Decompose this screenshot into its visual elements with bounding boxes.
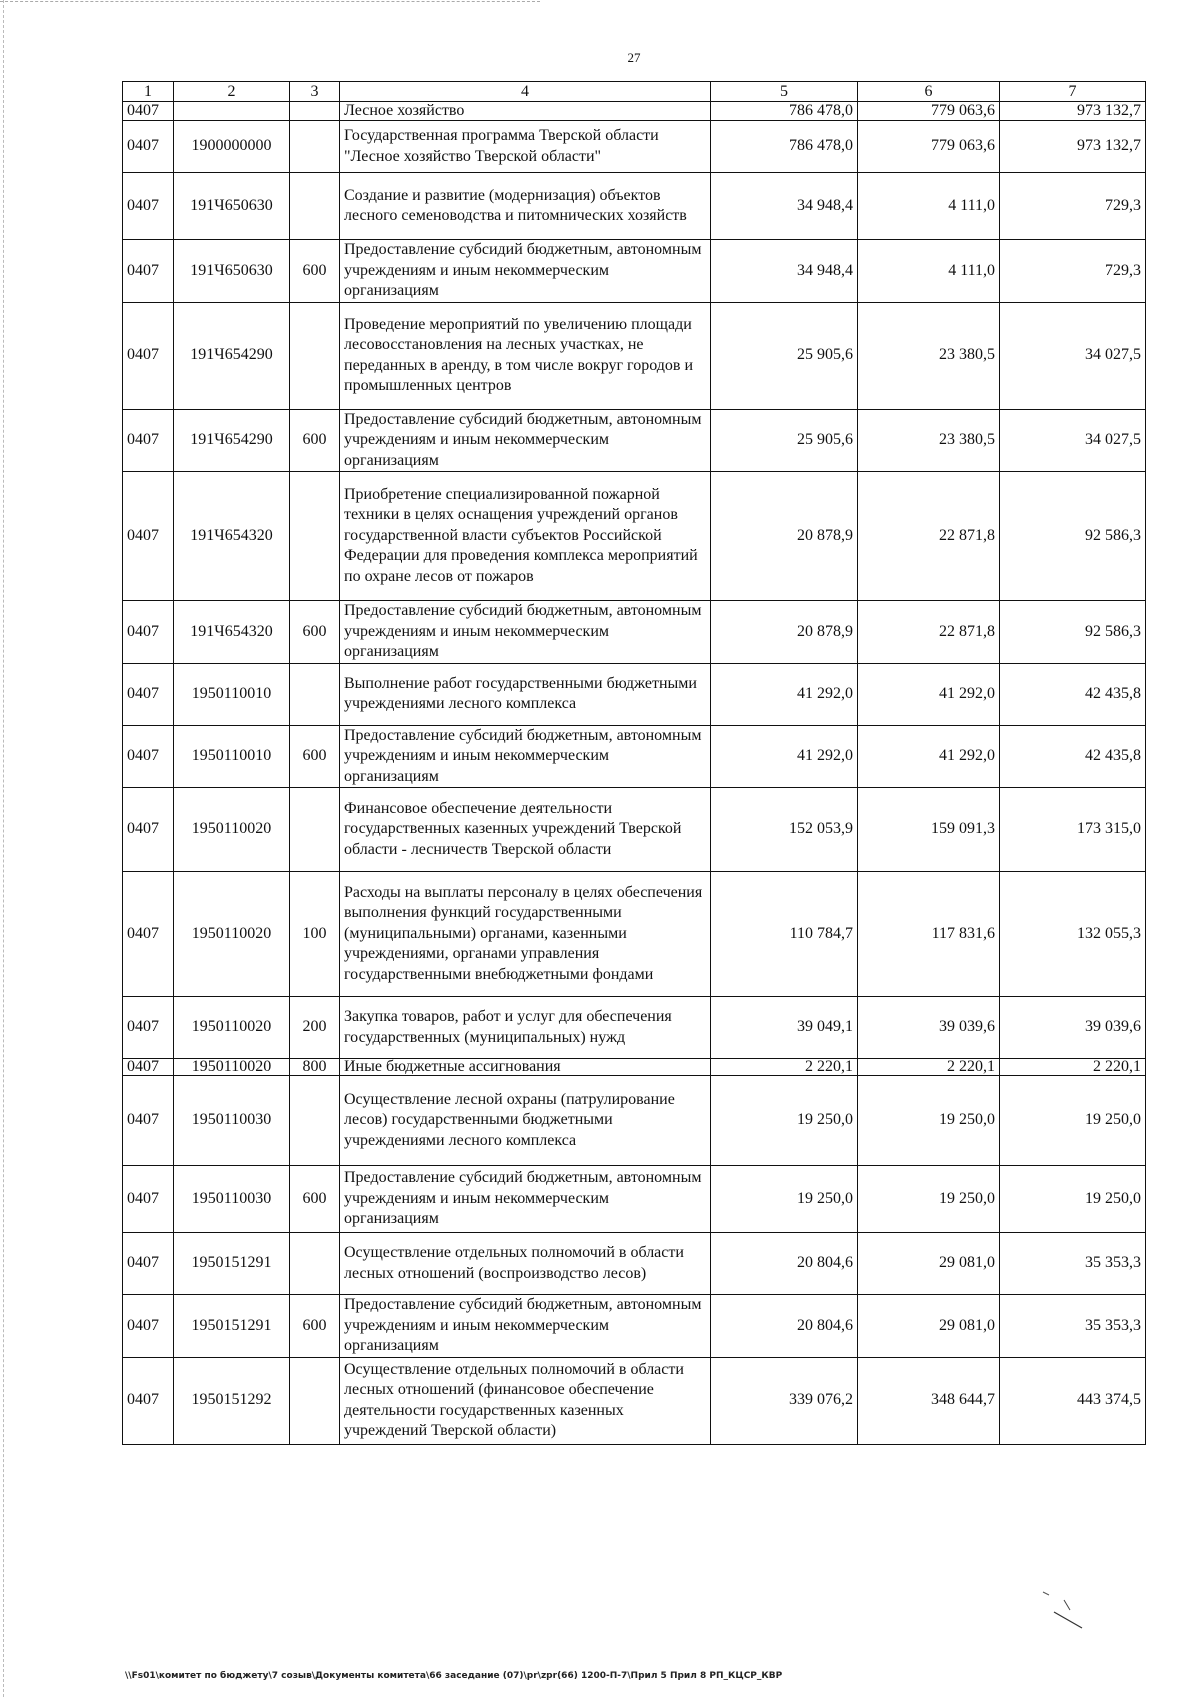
cell-amount-col6: 19 250,0 — [858, 1076, 1000, 1166]
cell-amount-col6: 4 111,0 — [858, 240, 1000, 303]
cell-amount-col7: 42 435,8 — [1000, 663, 1146, 725]
cell-expense-type — [290, 1357, 340, 1444]
cell-description: Создание и развитие (модернизация) объектов лесного семеноводства и питомнических хозяйств — [340, 173, 711, 240]
cell-target-code: 191Ч650630 — [174, 173, 290, 240]
cell-amount-col5: 41 292,0 — [711, 663, 858, 725]
cell-amount-col6: 159 091,3 — [858, 788, 1000, 872]
cell-target-code: 1950110020 — [174, 872, 290, 997]
cell-section: 0407 — [123, 240, 174, 303]
page-number: 27 — [627, 50, 641, 65]
table-row — [123, 302, 1146, 409]
table-row — [123, 472, 1146, 601]
cell-target-code: 1950110020 — [174, 997, 290, 1059]
cell-expense-type: 600 — [290, 409, 340, 472]
table-row — [123, 240, 1146, 303]
cell-description: Лесное хозяйство — [340, 102, 711, 121]
cell-amount-col7: 34 027,5 — [1000, 409, 1146, 472]
cell-amount-col6: 779 063,6 — [858, 121, 1000, 173]
cell-section: 0407 — [123, 1076, 174, 1166]
cell-description: Предоставление субсидий бюджетным, автономным учреждениям и иным некоммерческим организациям — [340, 240, 711, 303]
cell-amount-col5: 25 905,6 — [711, 302, 858, 409]
cell-amount-col7: 729,3 — [1000, 240, 1146, 303]
cell-target-code: 1950110010 — [174, 663, 290, 725]
scan-edge-top — [0, 1, 540, 2]
table-header-row — [123, 82, 1146, 102]
table-row — [123, 1059, 1146, 1076]
column-header: 1 — [123, 82, 174, 102]
cell-amount-col7: 19 250,0 — [1000, 1166, 1146, 1233]
cell-amount-col7: 443 374,5 — [1000, 1357, 1146, 1444]
cell-section: 0407 — [123, 601, 174, 664]
cell-expense-type — [290, 173, 340, 240]
cell-amount-col7: 42 435,8 — [1000, 725, 1146, 788]
cell-expense-type — [290, 1233, 340, 1295]
cell-amount-col6: 22 871,8 — [858, 601, 1000, 664]
cell-amount-col6: 39 039,6 — [858, 997, 1000, 1059]
cell-amount-col5: 339 076,2 — [711, 1357, 858, 1444]
cell-amount-col6: 29 081,0 — [858, 1295, 1000, 1358]
column-header: 2 — [174, 82, 290, 102]
cell-section: 0407 — [123, 1059, 174, 1076]
cell-expense-type — [290, 472, 340, 601]
cell-target-code: 191Ч654290 — [174, 409, 290, 472]
cell-expense-type: 600 — [290, 1166, 340, 1233]
cell-section: 0407 — [123, 1357, 174, 1444]
column-header: 5 — [711, 82, 858, 102]
cell-amount-col5: 19 250,0 — [711, 1076, 858, 1166]
cell-amount-col6: 29 081,0 — [858, 1233, 1000, 1295]
table-row — [123, 788, 1146, 872]
cell-section: 0407 — [123, 1166, 174, 1233]
cell-expense-type: 200 — [290, 997, 340, 1059]
cell-target-code: 191Ч650630 — [174, 240, 290, 303]
cell-description: Проведение мероприятий по увеличению площади лесовосстановления на лесных участках, не переданных в аренду, в том числе вокруг городов и промышленных центров — [340, 302, 711, 409]
cell-section: 0407 — [123, 102, 174, 121]
budget-table — [122, 81, 1146, 1445]
cell-target-code: 191Ч654290 — [174, 302, 290, 409]
cell-amount-col5: 110 784,7 — [711, 872, 858, 997]
cell-amount-col6: 779 063,6 — [858, 102, 1000, 121]
cell-target-code: 1950151292 — [174, 1357, 290, 1444]
cell-target-code: 1950110020 — [174, 788, 290, 872]
cell-amount-col7: 39 039,6 — [1000, 997, 1146, 1059]
cell-expense-type: 600 — [290, 725, 340, 788]
cell-section: 0407 — [123, 302, 174, 409]
cell-expense-type — [290, 663, 340, 725]
cell-expense-type: 600 — [290, 240, 340, 303]
cell-target-code: 1950110020 — [174, 1059, 290, 1076]
scan-artifact-mark — [1040, 1590, 1086, 1630]
cell-description: Осуществление отдельных полномочий в области лесных отношений (воспроизводство лесов) — [340, 1233, 711, 1295]
cell-description: Финансовое обеспечение деятельности государственных казенных учреждений Тверской области - лесничеств Тверской области — [340, 788, 711, 872]
cell-target-code — [174, 102, 290, 121]
cell-expense-type: 600 — [290, 1295, 340, 1358]
cell-amount-col6: 23 380,5 — [858, 302, 1000, 409]
cell-amount-col5: 39 049,1 — [711, 997, 858, 1059]
table-row — [123, 409, 1146, 472]
table-row — [123, 173, 1146, 240]
cell-amount-col7: 19 250,0 — [1000, 1076, 1146, 1166]
cell-section: 0407 — [123, 997, 174, 1059]
cell-target-code: 1900000000 — [174, 121, 290, 173]
cell-amount-col5: 34 948,4 — [711, 173, 858, 240]
cell-amount-col5: 786 478,0 — [711, 102, 858, 121]
cell-target-code: 1950151291 — [174, 1233, 290, 1295]
cell-description: Иные бюджетные ассигнования — [340, 1059, 711, 1076]
cell-amount-col7: 35 353,3 — [1000, 1233, 1146, 1295]
cell-description: Предоставление субсидий бюджетным, автономным учреждениям и иным некоммерческим организациям — [340, 601, 711, 664]
table-row — [123, 1357, 1146, 1444]
cell-description: Расходы на выплаты персоналу в целях обеспечения выполнения функций государственными (муниципальными) органами, казенными учреждениями, органами управления государственными внебюджетными фондами — [340, 872, 711, 997]
cell-amount-col6: 117 831,6 — [858, 872, 1000, 997]
cell-amount-col7: 973 132,7 — [1000, 102, 1146, 121]
cell-expense-type — [290, 302, 340, 409]
cell-target-code: 1950110030 — [174, 1076, 290, 1166]
cell-amount-col6: 22 871,8 — [858, 472, 1000, 601]
cell-description: Предоставление субсидий бюджетным, автономным учреждениям и иным некоммерческим организациям — [340, 1166, 711, 1233]
cell-section: 0407 — [123, 872, 174, 997]
cell-amount-col7: 35 353,3 — [1000, 1295, 1146, 1358]
cell-description: Выполнение работ государственными бюджетными учреждениями лесного комплекса — [340, 663, 711, 725]
cell-amount-col7: 92 586,3 — [1000, 472, 1146, 601]
cell-section: 0407 — [123, 1233, 174, 1295]
cell-amount-col7: 2 220,1 — [1000, 1059, 1146, 1076]
cell-description: Предоставление субсидий бюджетным, автономным учреждениям и иным некоммерческим организациям — [340, 1295, 711, 1358]
table-row — [123, 121, 1146, 173]
cell-section: 0407 — [123, 1295, 174, 1358]
cell-description: Осуществление лесной охраны (патрулирование лесов) государственными бюджетными учреждениями лесного комплекса — [340, 1076, 711, 1166]
cell-expense-type — [290, 788, 340, 872]
cell-amount-col5: 20 878,9 — [711, 472, 858, 601]
cell-amount-col6: 2 220,1 — [858, 1059, 1000, 1076]
cell-expense-type — [290, 102, 340, 121]
cell-amount-col5: 34 948,4 — [711, 240, 858, 303]
cell-target-code: 1950151291 — [174, 1295, 290, 1358]
table-row — [123, 102, 1146, 121]
cell-description: Государственная программа Тверской области "Лесное хозяйство Тверской области" — [340, 121, 711, 173]
cell-expense-type — [290, 121, 340, 173]
cell-description: Предоставление субсидий бюджетным, автономным учреждениям и иным некоммерческим организациям — [340, 409, 711, 472]
cell-description: Осуществление отдельных полномочий в области лесных отношений (финансовое обеспечение деятельности государственных казенных учреждений Тверской области) — [340, 1357, 711, 1444]
cell-target-code: 191Ч654320 — [174, 601, 290, 664]
cell-section: 0407 — [123, 725, 174, 788]
cell-amount-col7: 973 132,7 — [1000, 121, 1146, 173]
cell-amount-col6: 23 380,5 — [858, 409, 1000, 472]
cell-section: 0407 — [123, 788, 174, 872]
cell-section: 0407 — [123, 121, 174, 173]
cell-description: Приобретение специализированной пожарной техники в целях оснащения учреждений органов государственной власти субъектов Российской Федерации для проведения комплекса мероприятий по охране лесов от пожаров — [340, 472, 711, 601]
cell-amount-col5: 20 878,9 — [711, 601, 858, 664]
cell-target-code: 1950110010 — [174, 725, 290, 788]
cell-amount-col5: 19 250,0 — [711, 1166, 858, 1233]
scan-edge-left — [3, 0, 4, 1697]
cell-amount-col7: 34 027,5 — [1000, 302, 1146, 409]
table-row — [123, 725, 1146, 788]
cell-amount-col5: 20 804,6 — [711, 1295, 858, 1358]
cell-amount-col5: 41 292,0 — [711, 725, 858, 788]
cell-amount-col5: 786 478,0 — [711, 121, 858, 173]
cell-expense-type: 600 — [290, 601, 340, 664]
cell-section: 0407 — [123, 663, 174, 725]
column-header: 3 — [290, 82, 340, 102]
cell-target-code: 191Ч654320 — [174, 472, 290, 601]
table-row — [123, 1295, 1146, 1358]
cell-amount-col5: 2 220,1 — [711, 1059, 858, 1076]
table-row — [123, 601, 1146, 664]
cell-expense-type — [290, 1076, 340, 1166]
cell-amount-col6: 4 111,0 — [858, 173, 1000, 240]
cell-amount-col7: 132 055,3 — [1000, 872, 1146, 997]
cell-expense-type: 100 — [290, 872, 340, 997]
cell-amount-col7: 729,3 — [1000, 173, 1146, 240]
cell-amount-col7: 173 315,0 — [1000, 788, 1146, 872]
cell-amount-col6: 348 644,7 — [858, 1357, 1000, 1444]
cell-amount-col6: 19 250,0 — [858, 1166, 1000, 1233]
cell-amount-col6: 41 292,0 — [858, 663, 1000, 725]
table-row — [123, 1076, 1146, 1166]
cell-amount-col6: 41 292,0 — [858, 725, 1000, 788]
cell-target-code: 1950110030 — [174, 1166, 290, 1233]
table-body — [123, 102, 1146, 1445]
table-row — [123, 1233, 1146, 1295]
cell-amount-col5: 25 905,6 — [711, 409, 858, 472]
cell-section: 0407 — [123, 472, 174, 601]
cell-amount-col5: 152 053,9 — [711, 788, 858, 872]
cell-expense-type: 800 — [290, 1059, 340, 1076]
cell-description: Предоставление субсидий бюджетным, автономным учреждениям и иным некоммерческим организациям — [340, 725, 711, 788]
table-row — [123, 1166, 1146, 1233]
cell-section: 0407 — [123, 409, 174, 472]
footer-file-path: \\Fs01\комитет по бюджету\7 созыв\Документы комитета\66 заседание (07)\pr\zpr(66) 1200-П-7\Прил 5 Прил 8 РП_КЦСР_КВР — [125, 1671, 783, 1681]
table-row — [123, 872, 1146, 997]
cell-description: Закупка товаров, работ и услуг для обеспечения государственных (муниципальных) нужд — [340, 997, 711, 1059]
table-row — [123, 663, 1146, 725]
column-header: 4 — [340, 82, 711, 102]
cell-amount-col5: 20 804,6 — [711, 1233, 858, 1295]
table-row — [123, 997, 1146, 1059]
cell-section: 0407 — [123, 173, 174, 240]
column-header: 7 — [1000, 82, 1146, 102]
column-header: 6 — [858, 82, 1000, 102]
cell-amount-col7: 92 586,3 — [1000, 601, 1146, 664]
